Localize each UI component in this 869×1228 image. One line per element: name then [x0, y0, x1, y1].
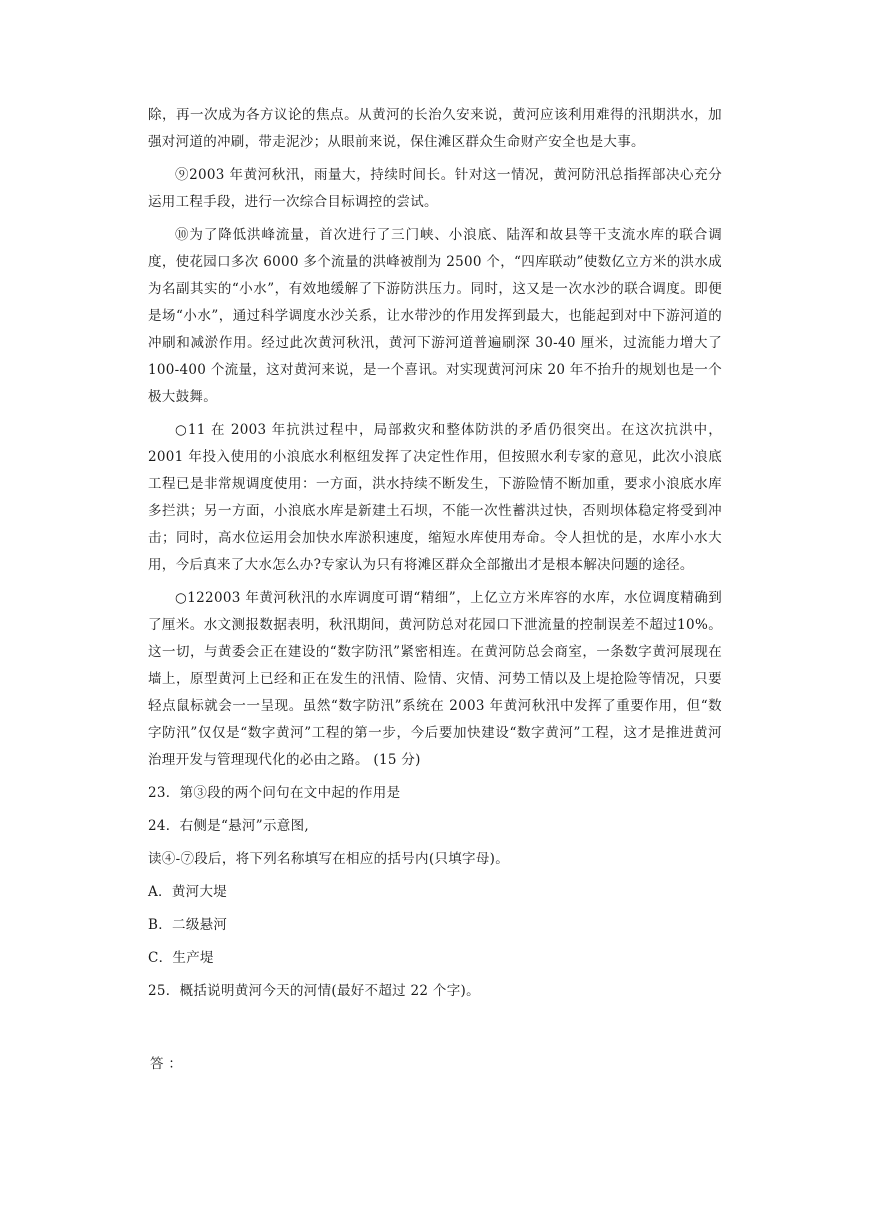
question-23: 23．第③段的两个问句在文中起的作用是 [148, 785, 401, 801]
option-a: A．黄河大堤 [148, 884, 228, 900]
question-24: 24．右侧是“悬河”示意图, [148, 818, 309, 834]
option-c: C．生产堤 [148, 950, 214, 966]
option-b: B．二级悬河 [148, 917, 228, 933]
paragraph-11: ○11 在 2003 年抗洪过程中，局部救灾和整体防洪的矛盾仍很突出。在这次抗洪中，2001 年投入使用的小浪底水利枢纽发挥了决定性作用，但按照水利专家的意见，此次小浪底工程已是非常规调度使用：一方面，洪水持续不断发生，下游险情不断加重，要求小浪底水库多拦洪；另一方面，小浪底水库是新建土石坝，不能一次性蓄洪过快，否则坝体稳定将受到冲击；同时，高水位运用会加快水库淤积速度，缩短水库使用寿命。令人担忧的是，水库小水大用，今后真来了大水怎么办?专家认为只有将滩区群众全部撤出才是根本解决问题的途径。 [148, 422, 722, 573]
paragraph-10: ⑩为了降低洪峰流量，首次进行了三门峡、小浪底、陆浑和故县等干支流水库的联合调度，使花园口多次 6000 多个流量的洪峰被削为 2500 个，“四库联动”使数亿立方米的洪水成为名副其实的“小水”，有效地缓解了下游防洪压力。同时，这又是一次水沙的联合调度。即便是场“小水”，通过科学调度水沙关系，让水带沙的作用发挥到最大，也能起到对中下游河道的冲刷和减淤作用。经过此次黄河秋汛，黄河下游河道普遍刷深 30-40 厘米，过流能力增大了 100-400 个流量，这对黄河来说，是一个喜讯。对实现黄河河床 20 年不抬升的规划也是一个极大鼓舞。 [148, 227, 722, 405]
question-24-instruction: 读④-⑦段后，将下列名称填写在相应的括号内(只填字母)。 [148, 851, 509, 867]
paragraph-continued: 除，再一次成为各方议论的焦点。从黄河的长治久安来说，黄河应该利用难得的汛期洪水，加强对河道的冲刷，带走泥沙；从眼前来说，保住滩区群众生命财产安全也是大事。 [148, 107, 722, 150]
question-25: 25．概括说明黄河今天的河情(最好不超过 22 个字)。 [148, 983, 480, 999]
paragraph-9: ⑨2003 年黄河秋汛，雨量大，持续时间长。针对这一情况，黄河防汛总指挥部决心充分运用工程手段，进行一次综合目标调控的尝试。 [148, 167, 722, 210]
paragraph-12: ○122003 年黄河秋汛的水库调度可谓“精细”，上亿立方米库容的水库，水位调度精确到了厘米。水文测报数据表明，秋汛期间，黄河防总对花园口下泄流量的控制误差不超过10%。这一切，与黄委会正在建设的“数字防汛”紧密相连。在黄河防总会商室，一条数字黄河展现在墙上，原型黄河上已经和正在发生的汛情、险情、灾情、河势工情以及上堤抢险等情况，只要轻点鼠标就会一一呈现。虽然“数字防汛”系统在 2003 年黄河秋汛中发挥了重要作用，但“数字防汛”仅仅是“数字黄河”工程的第一步，今后要加快建设“数字黄河”工程，这才是推进黄河治理开发与管理现代化的必由之路。 (15 分) [148, 590, 722, 768]
answer-label: 答 ： [150, 1056, 183, 1072]
